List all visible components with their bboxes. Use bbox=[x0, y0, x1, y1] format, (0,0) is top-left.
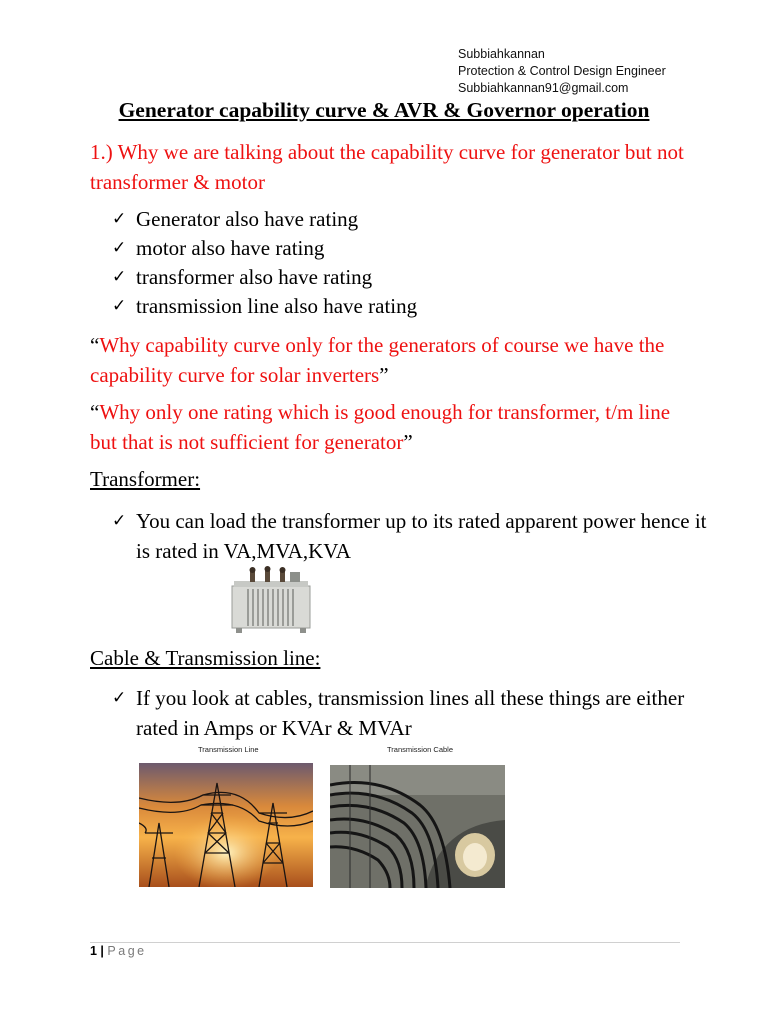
check-icon: ✓ bbox=[112, 688, 127, 708]
list-item: ✓ Generator also have rating bbox=[112, 205, 417, 234]
quote-one-rating: “Why only one rating which is good enough for transformer, t/m line but that is not sufficient for generator” bbox=[90, 400, 671, 454]
transmission-cable-image bbox=[330, 765, 505, 888]
cable-heading: Cable & Transmission line: bbox=[90, 646, 321, 670]
question-1: 1.) Why we are talking about the capability curve for generator but not transformer & motor bbox=[90, 140, 684, 194]
list-item: ✓ transformer also have rating bbox=[112, 263, 417, 292]
ratings-list bbox=[112, 205, 417, 321]
author-role: Protection & Control Design Engineer bbox=[458, 64, 666, 78]
check-icon: ✓ bbox=[112, 296, 127, 316]
check-icon: ✓ bbox=[112, 267, 127, 287]
transmission-line-caption: Transmission Line bbox=[198, 745, 259, 754]
page-title: Generator capability curve & AVR & Governor operation bbox=[118, 98, 650, 122]
transformer-point: ✓ You can load the transformer up to its rated apparent power hence it is rated in VA,MVA,KVA bbox=[112, 509, 707, 563]
page-footer: 1 | Page bbox=[90, 944, 147, 958]
footer-divider bbox=[90, 942, 680, 943]
transmission-cable-caption: Transmission Cable bbox=[387, 745, 453, 754]
page-label: Page bbox=[107, 944, 147, 958]
transmission-line-image bbox=[139, 763, 313, 887]
list-item: ✓ motor also have rating bbox=[112, 234, 417, 263]
transformer-image bbox=[220, 566, 322, 634]
check-icon: ✓ bbox=[112, 209, 127, 229]
author-name: Subbiahkannan bbox=[458, 47, 545, 61]
cable-point: ✓ If you look at cables, transmission lines all these things are either rated in Amps or KVAr & MVAr bbox=[112, 686, 685, 740]
transformer-heading: Transformer: bbox=[90, 467, 201, 491]
list-item: ✓ transmission line also have rating bbox=[112, 292, 417, 321]
check-icon: ✓ bbox=[112, 511, 127, 531]
quote-solar-inverters: “Why capability curve only for the generators of course we have the capability curve for solar inverters” bbox=[90, 333, 665, 387]
author-email: Subbiahkannan91@gmail.com bbox=[458, 81, 629, 95]
page-number: 1 bbox=[90, 944, 97, 958]
author-block bbox=[458, 46, 666, 97]
check-icon: ✓ bbox=[112, 238, 127, 258]
